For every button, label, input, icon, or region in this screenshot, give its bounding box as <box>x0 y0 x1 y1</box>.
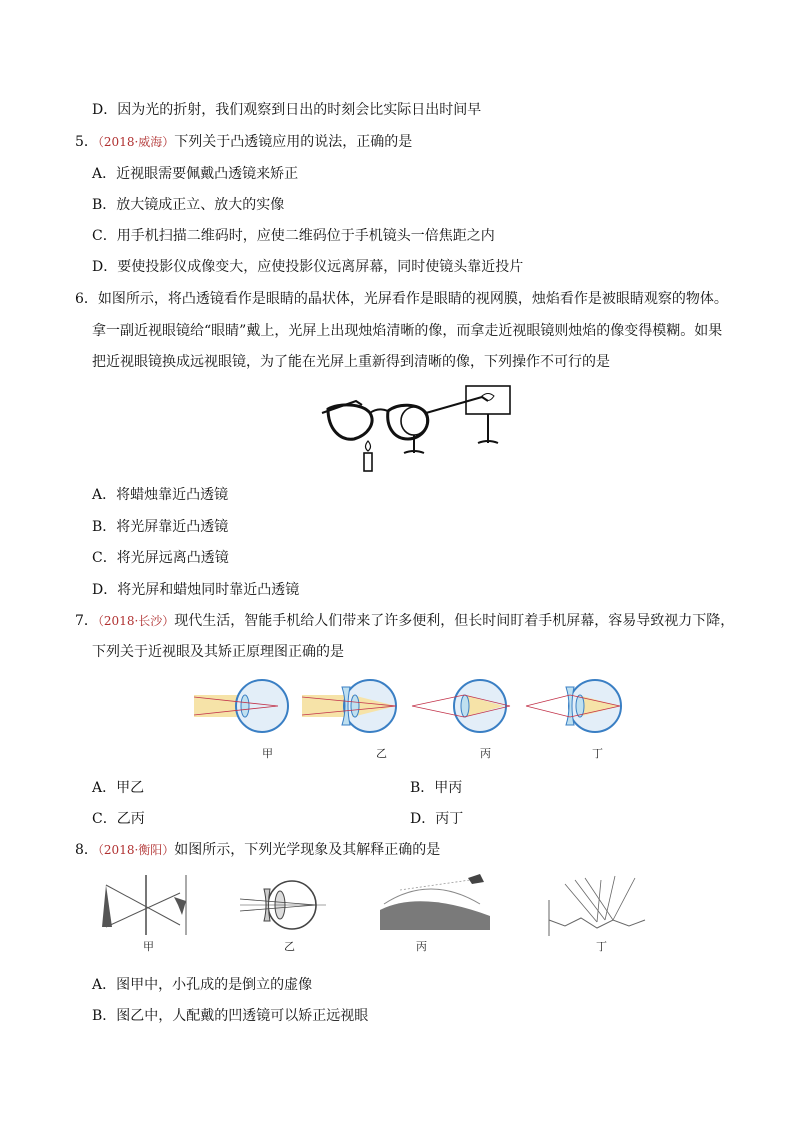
q7-stem-line-2: 下列关于近视眼及其矫正原理图正确的是 <box>92 644 344 660</box>
q8-number: 8． <box>75 842 98 858</box>
q8-figure-eye-lens <box>240 875 330 935</box>
q8-option-b: B．图乙中，人配戴的凹透镜可以矫正远视眼 <box>92 1008 369 1024</box>
q6-option-b: B．将光屏靠近凸透镜 <box>92 519 229 535</box>
q5-option-d: D．要使投影仪成像变大，应使投影仪远离屏幕，同时使镜头靠近投片 <box>92 259 524 275</box>
q8-label-ding: 丁 <box>596 940 607 953</box>
q6-option-c: C．将光屏远离凸透镜 <box>92 550 229 566</box>
q8-option-a: A．图甲中，小孔成的是倒立的虚像 <box>92 977 313 993</box>
question-7 <box>75 612 734 630</box>
q7-number: 7． <box>75 613 98 629</box>
q5-number: 5． <box>75 134 98 150</box>
q6-option-a: A．将蜡烛靠近凸透镜 <box>92 487 229 503</box>
q6-figure-glasses-lens-candle-screen <box>318 383 528 483</box>
q8-figure-diffuse-reflection <box>545 870 655 940</box>
eye-diagram-ding <box>526 680 621 732</box>
q7-option-b: B．甲丙 <box>410 780 463 796</box>
question-5 <box>75 133 412 151</box>
eye-diagram-bing <box>412 680 510 732</box>
q7-option-a: A．甲乙 <box>92 780 145 796</box>
q7-label-ding: 丁 <box>592 747 603 760</box>
q6-option-d: D．将光屏和蜡烛同时靠近凸透镜 <box>92 582 300 598</box>
eye-diagram-jia <box>194 680 288 732</box>
q5-source: （2018·威海） <box>97 135 175 149</box>
q7-label-jia: 甲 <box>262 747 273 760</box>
q8-stem: 如图所示，下列光学现象及其解释正确的是 <box>174 842 441 858</box>
q8-figure-pinhole <box>100 875 190 935</box>
q5-option-a: A．近视眼需要佩戴凸透镜来矫正 <box>92 166 299 182</box>
q8-label-bing: 丙 <box>416 940 427 953</box>
eye-diagram-yi <box>302 680 396 732</box>
q6-stem-line-3: 把近视眼镜换成远视眼镜，为了能在光屏上重新得到清晰的像，下列操作不可行的是 <box>92 354 610 370</box>
q7-figure-eye-diagrams <box>190 677 630 737</box>
q5-option-c: C．用手机扫描二维码时，应使二维码位于手机镜头一倍焦距之内 <box>92 228 495 244</box>
q6-stem-line-2: 拿一副近视眼镜给“眼睛”戴上，光屏上出现烛焰清晰的像，而拿走近视眼镜则烛焰的像变得模糊。如果 <box>92 323 723 339</box>
q5-stem: 下列关于凸透镜应用的说法，正确的是 <box>174 134 413 150</box>
q8-label-yi: 乙 <box>284 940 295 953</box>
q7-stem: 现代生活，智能手机给人们带来了许多便利，但长时间盯着手机屏幕，容易导致视力下降， <box>174 613 735 629</box>
q7-option-c: C．乙丙 <box>92 811 145 827</box>
q8-source: （2018·衡阳） <box>97 843 175 857</box>
q7-source: （2018·长沙） <box>97 614 175 628</box>
q4-option-d: D．因为光的折射，我们观察到日出的时刻会比实际日出时间早 <box>92 102 482 118</box>
q7-label-bing: 丙 <box>480 747 491 760</box>
question-8 <box>75 841 440 859</box>
q7-option-d: D．丙丁 <box>410 811 464 827</box>
q6-stem-line-1: 6．如图所示，将凸透镜看作是眼睛的晶状体，光屏看作是眼睛的视网膜，烛焰看作是被眼睛观察的物体。 <box>75 291 728 307</box>
q8-figure-water-reflection <box>380 870 490 930</box>
q7-label-yi: 乙 <box>376 747 387 760</box>
q5-option-b: B．放大镜成正立、放大的实像 <box>92 197 285 213</box>
q8-label-jia: 甲 <box>143 940 154 953</box>
